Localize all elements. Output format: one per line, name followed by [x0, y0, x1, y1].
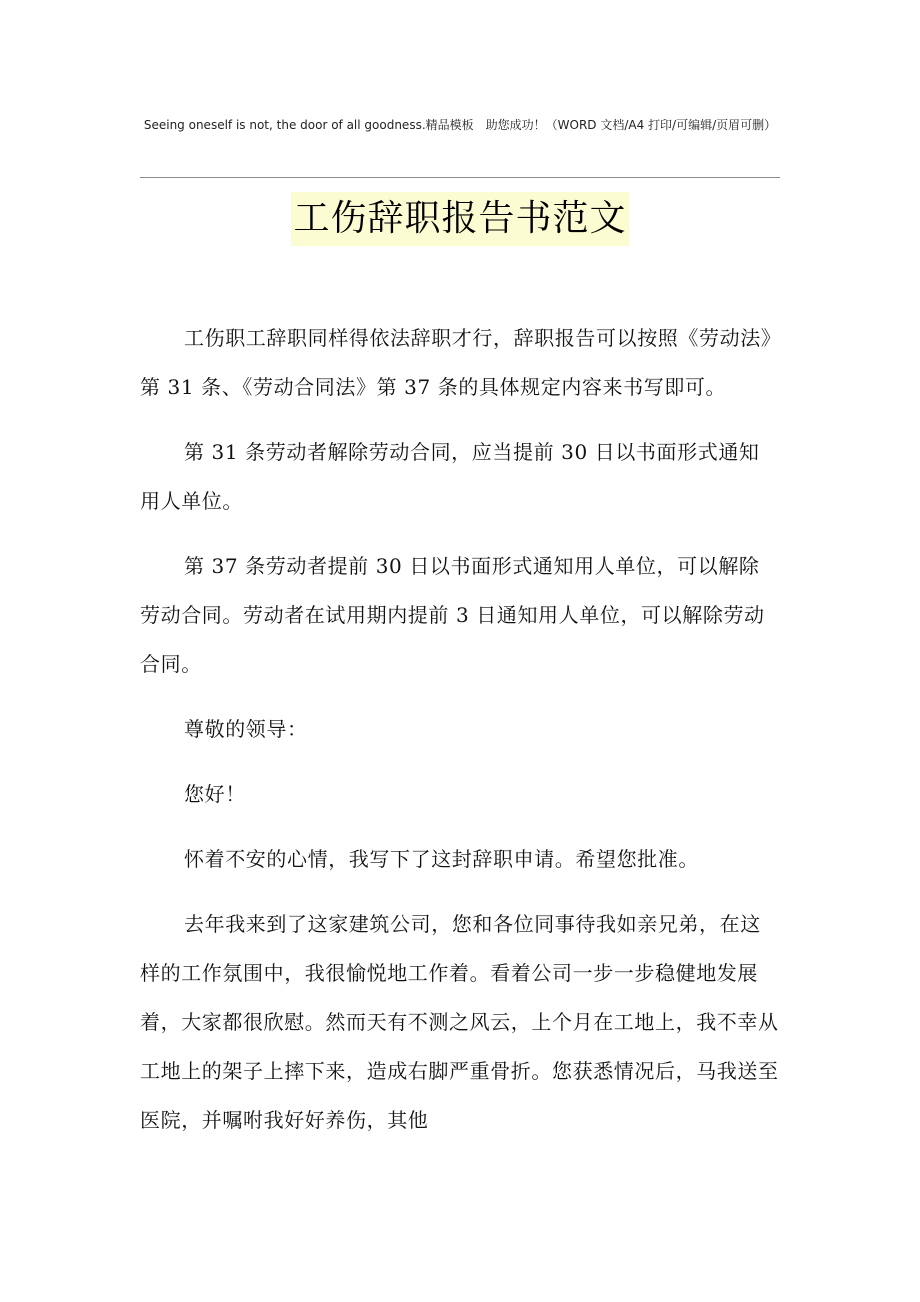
document-body	[140, 314, 780, 1145]
paragraph-intro: 工伤职工辞职同样得依法辞职才行，辞职报告可以按照《劳动法》第 31 条、《劳动合同法》第 37 条的具体规定内容来书写即可。	[140, 326, 772, 399]
paragraph-opening: 怀着不安的心情，我写下了这封辞职申请。希望您批准。	[184, 847, 699, 871]
paragraph-article-31: 第 31 条劳动者解除劳动合同，应当提前 30 日以书面形式通知用人单位。	[140, 440, 760, 513]
paragraph-salutation: 尊敬的领导：	[184, 717, 308, 741]
title-container	[0, 192, 920, 246]
paragraph-greeting: 您好！	[184, 782, 246, 806]
header-divider	[140, 177, 780, 178]
page-header-note: Seeing oneself is not, the door of all goodness.精品模板 助您成功！（WORD 文档/A4 打印/可编辑/页眉可删）	[143, 118, 777, 132]
paragraph-story: 去年我来到了这家建筑公司，您和各位同事待我如亲兄弟，在这样的工作氛围中，我很愉悦地工作着。看着公司一步一步稳健地发展着，大家都很欣慰。然而天有不测之风云，上个月在工地上，我不幸从工地上的架子上摔下来，造成右脚严重骨折。您获悉情况后，马我送至医院，并嘱咐我好好养伤，其他	[140, 912, 779, 1132]
paragraph-article-37: 第 37 条劳动者提前 30 日以书面形式通知用人单位，可以解除劳动合同。劳动者在试用期内提前 3 日通知用人单位，可以解除劳动合同。	[140, 554, 765, 676]
document-title: 工伤辞职报告书范文	[291, 192, 628, 246]
